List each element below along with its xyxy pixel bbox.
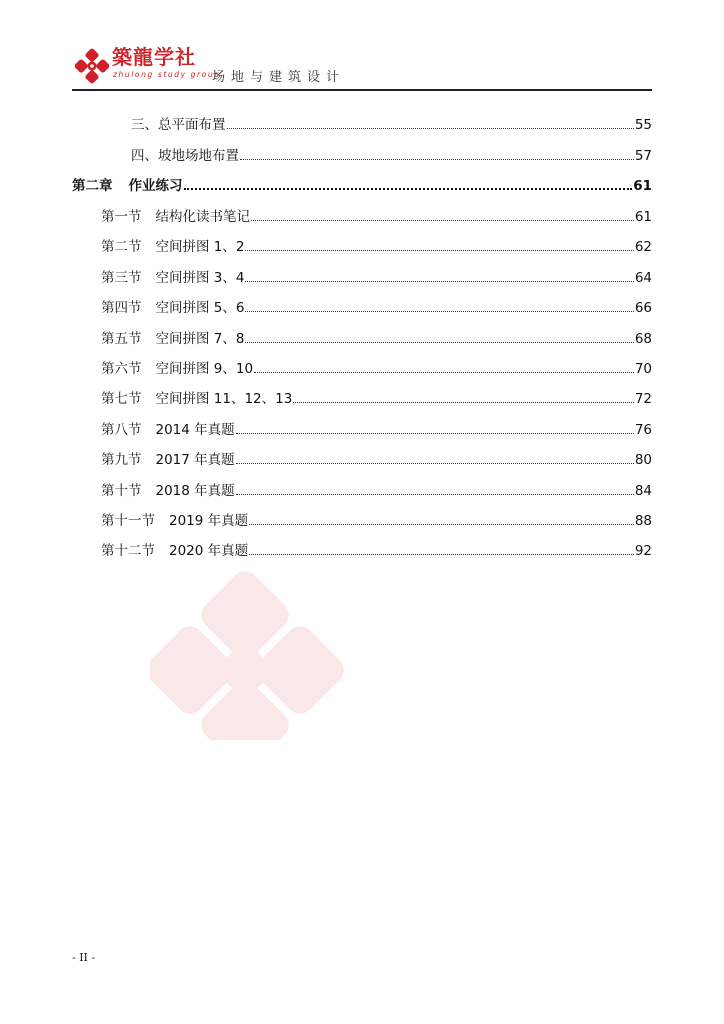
toc-entry[interactable] <box>101 359 652 379</box>
toc-entry-number: 四、坡地场地布置 <box>131 148 239 164</box>
toc-dot-leader <box>240 158 634 160</box>
toc-dot-leader <box>184 187 633 190</box>
page-header <box>0 0 724 95</box>
toc-page-number: 68 <box>634 331 652 347</box>
toc-entry-title: 空间拼图 3、4 <box>155 270 245 286</box>
toc-entry[interactable] <box>101 268 652 288</box>
toc-entry[interactable] <box>101 511 652 531</box>
toc-entry-title: 结构化读书笔记 <box>155 209 250 225</box>
toc-entry-title: 空间拼图 11、12、13 <box>155 391 293 407</box>
page-number: - II - <box>72 951 96 964</box>
toc-entry-title: 2018 年真题 <box>155 483 235 499</box>
toc-entry-number: 第四节 <box>101 300 142 316</box>
toc-page-number: 61 <box>633 178 652 194</box>
toc-dot-leader <box>249 523 634 525</box>
toc-page-number: 57 <box>634 148 652 164</box>
toc-dot-leader <box>245 341 633 343</box>
toc-page-number: 76 <box>634 422 652 438</box>
toc-entry-number: 第二章 <box>72 178 113 194</box>
toc-page-number: 62 <box>634 239 652 255</box>
toc-entry[interactable] <box>101 207 652 227</box>
toc-page-number: 66 <box>634 300 652 316</box>
toc-dot-leader <box>245 310 633 312</box>
toc-page-number: 84 <box>634 483 652 499</box>
header-divider <box>72 89 652 91</box>
toc-entry-number: 第二节 <box>101 239 142 255</box>
toc-dot-leader <box>227 127 634 129</box>
toc-entry[interactable] <box>101 541 652 561</box>
toc-entry-title: 空间拼图 9、10 <box>155 361 254 377</box>
toc-dot-leader <box>249 553 634 555</box>
toc-entry-number: 第六节 <box>101 361 142 377</box>
header-title: 场地与建筑设计 <box>212 70 346 85</box>
toc-entry[interactable] <box>101 237 652 257</box>
toc-dot-leader <box>245 280 633 282</box>
toc-entry-number: 第三节 <box>101 270 142 286</box>
toc-entry[interactable] <box>131 115 652 135</box>
toc-page-number: 92 <box>634 543 652 559</box>
toc-entry[interactable] <box>101 481 652 501</box>
logo-subtext: zhulong study group <box>113 70 221 79</box>
toc-entry-title: 空间拼图 7、8 <box>155 331 245 347</box>
toc-entry-title: 2014 年真题 <box>155 422 235 438</box>
logo-text: 築龍学社 <box>112 45 196 69</box>
toc-page-number: 55 <box>634 117 652 133</box>
toc-dot-leader <box>236 493 634 495</box>
toc-entry-title: 空间拼图 5、6 <box>155 300 245 316</box>
toc-dot-leader <box>293 401 633 403</box>
toc-entry-number: 第一节 <box>101 209 142 225</box>
logo-flower-icon <box>74 48 110 84</box>
toc-page-number: 88 <box>634 513 652 529</box>
toc-entry[interactable] <box>101 420 652 440</box>
toc-page-number: 64 <box>634 270 652 286</box>
toc-dot-leader <box>236 432 634 434</box>
toc-entry-number: 第七节 <box>101 391 142 407</box>
toc-dot-leader <box>254 371 634 373</box>
toc-entry[interactable] <box>101 298 652 318</box>
toc-entry-number: 第五节 <box>101 331 142 347</box>
toc-page-number: 80 <box>634 452 652 468</box>
toc-entry[interactable] <box>101 450 652 470</box>
toc-entry[interactable] <box>101 329 652 349</box>
toc-entry-number: 第九节 <box>101 452 142 468</box>
toc-page-number: 70 <box>634 361 652 377</box>
toc-entry[interactable] <box>131 146 652 166</box>
toc-page-number: 61 <box>634 209 652 225</box>
toc-entry-title: 2017 年真题 <box>155 452 235 468</box>
toc-entry-title: 空间拼图 1、2 <box>155 239 245 255</box>
toc-entry-title: 2019 年真题 <box>169 513 249 529</box>
toc-dot-leader <box>245 249 633 251</box>
toc-entry-number: 第十节 <box>101 483 142 499</box>
toc-entry-number: 第十一节 <box>101 513 155 529</box>
toc-dot-leader <box>236 462 634 464</box>
toc-entry[interactable] <box>72 176 652 196</box>
toc-entry-number: 三、总平面布置 <box>131 117 226 133</box>
toc-page-number: 72 <box>634 391 652 407</box>
toc-entry-number: 第十二节 <box>101 543 155 559</box>
toc-entry-number: 第八节 <box>101 422 142 438</box>
toc-entry-title: 作业练习 <box>128 178 183 194</box>
toc-entry[interactable] <box>101 389 652 409</box>
toc-dot-leader <box>251 219 634 221</box>
toc-entry-title: 2020 年真题 <box>169 543 249 559</box>
